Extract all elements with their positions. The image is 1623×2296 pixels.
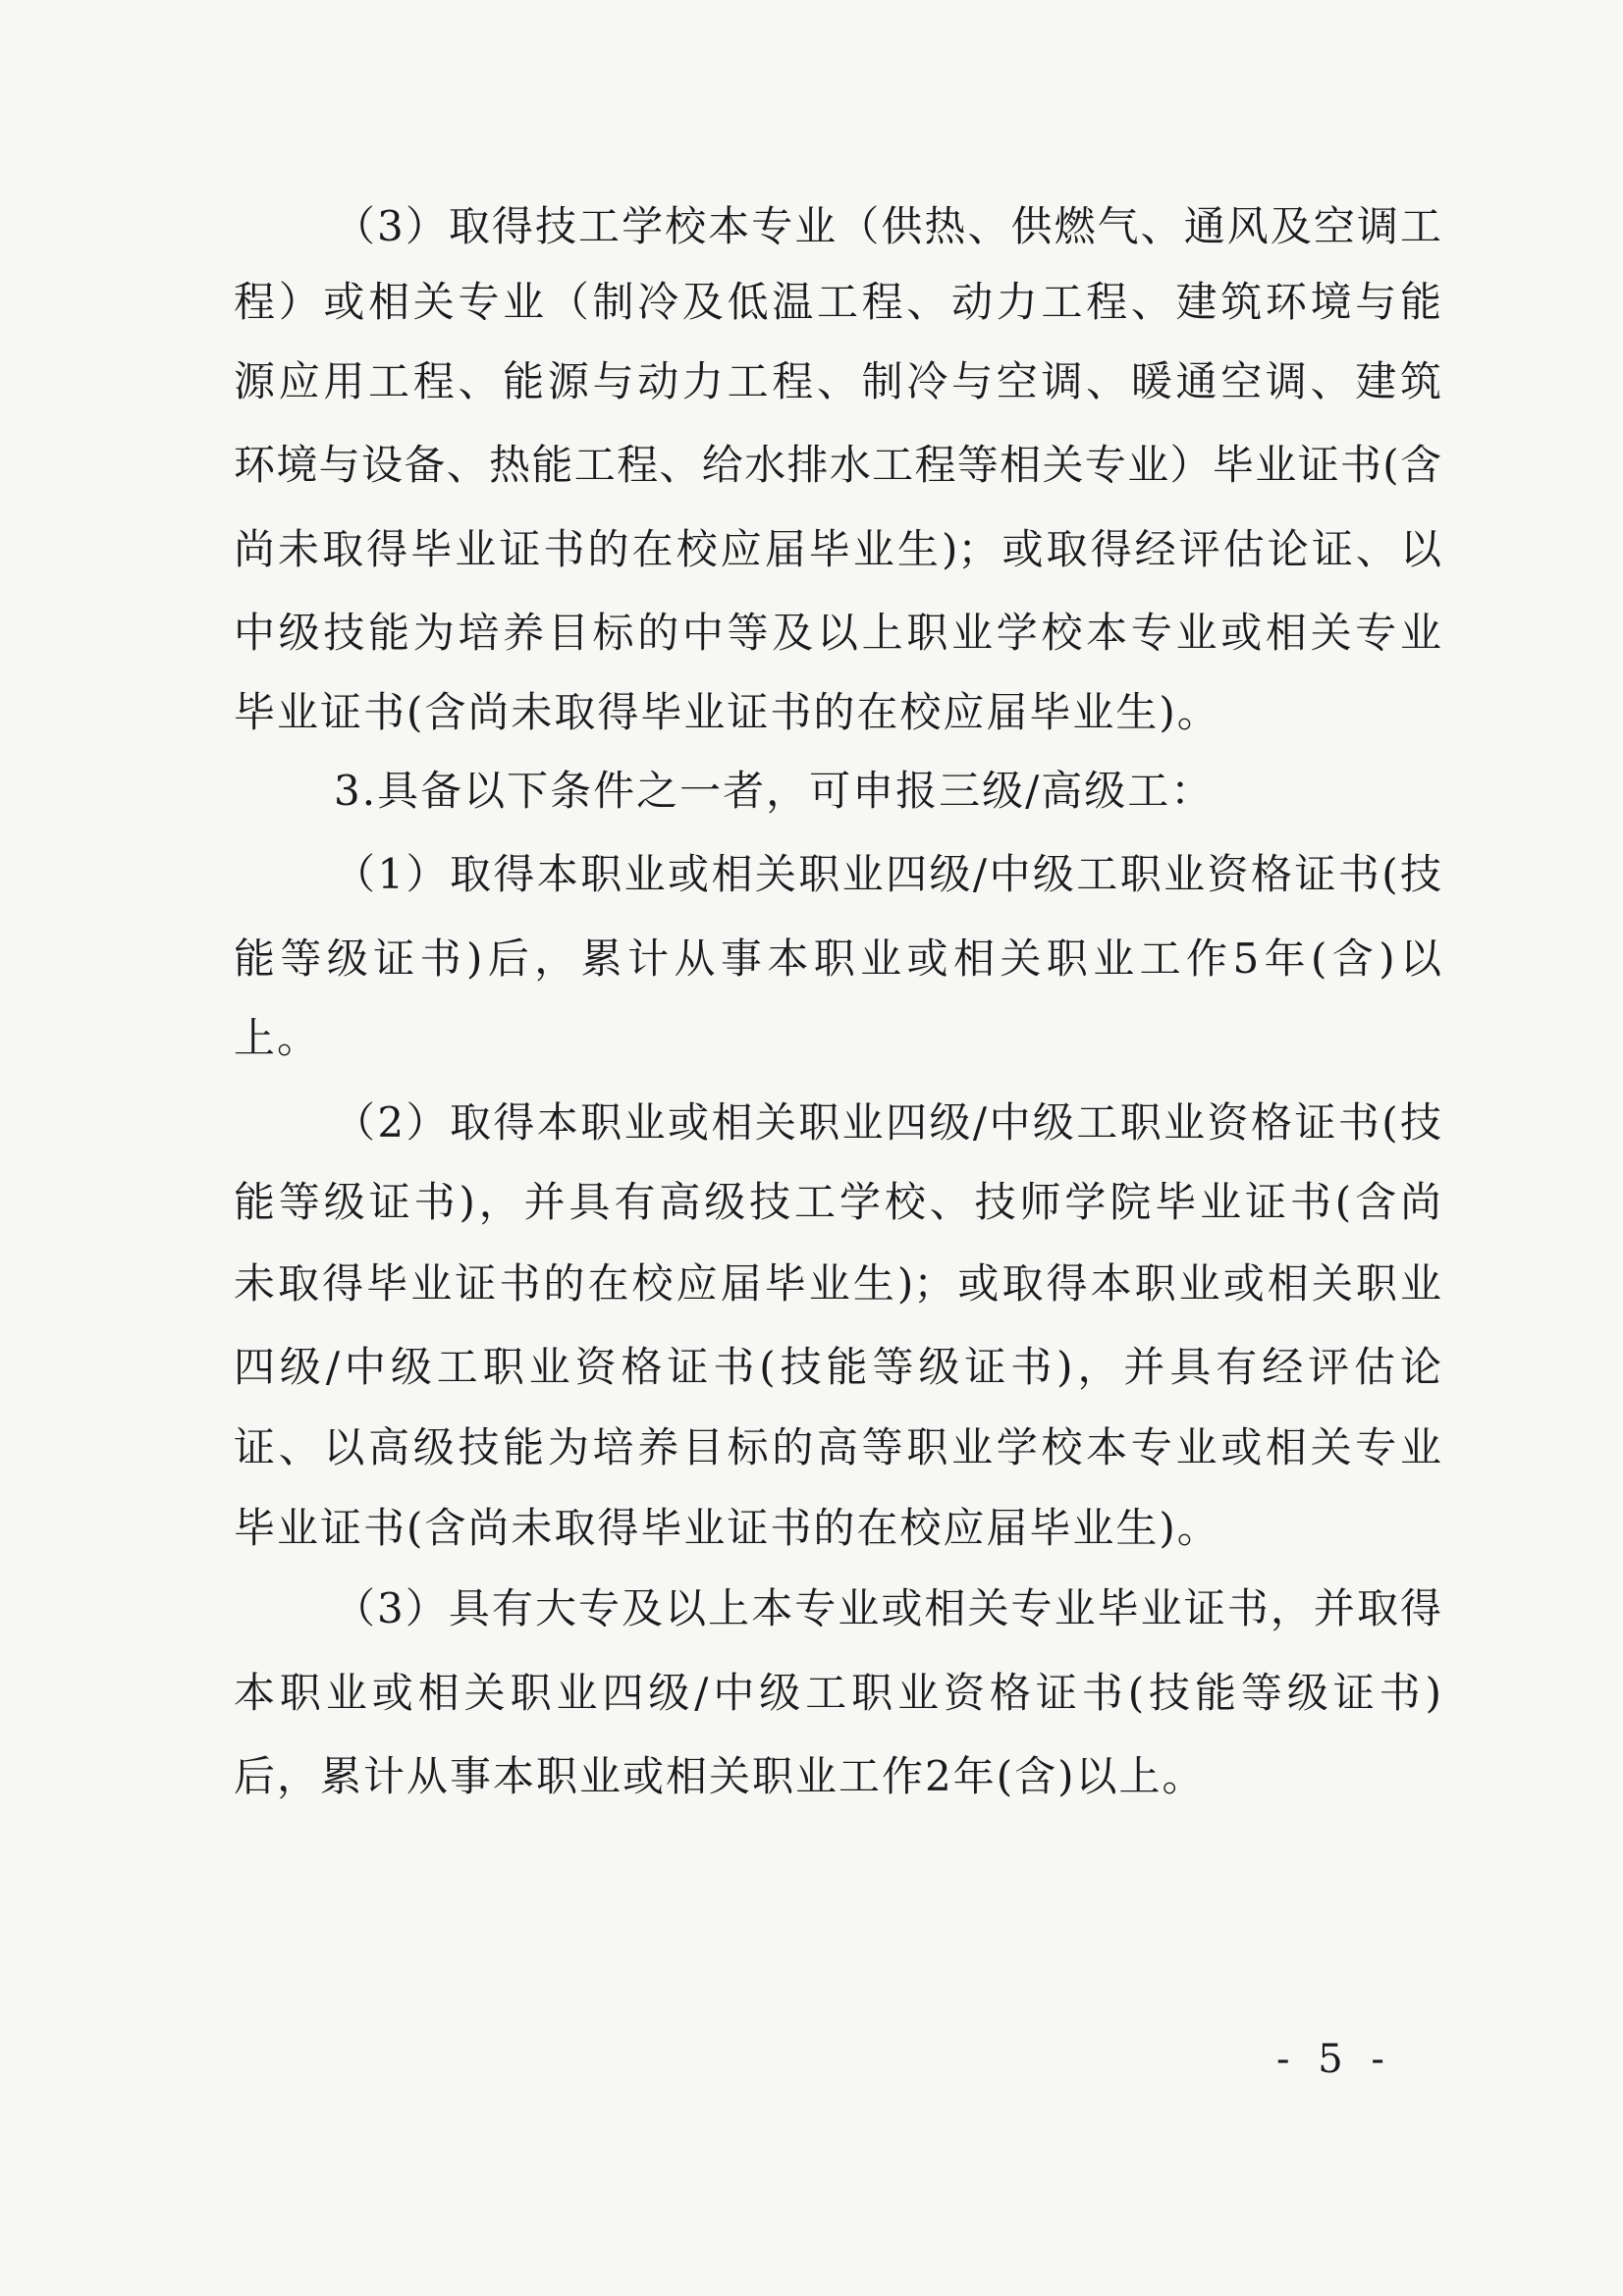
text-line: 毕业证书(含尚未取得毕业证书的在校应届毕业生)。	[234, 1504, 1220, 1552]
text-line: 程）或相关专业（制冷及低温工程、动力工程、建筑环境与能	[234, 278, 1441, 326]
text-line: 本职业或相关职业四级/中级工职业资格证书(技能等级证书)	[234, 1669, 1441, 1717]
text-line: 后，累计从事本职业或相关职业工作2年(含)以上。	[234, 1752, 1206, 1800]
text-line: 3.具备以下条件之一者，可申报三级/高级工：	[334, 767, 1215, 815]
text-line: （2）取得本职业或相关职业四级/中级工职业资格证书(技	[334, 1098, 1441, 1147]
text-line: （1）取得本职业或相关职业四级/中级工职业资格证书(技	[334, 850, 1441, 898]
text-line: （3）取得技工学校本专业（供热、供燃气、通风及空调工	[334, 202, 1441, 250]
text-line: 上。	[234, 1014, 321, 1062]
page-number: - 5 -	[1276, 2037, 1392, 2082]
text-line: 能等级证书)后，累计从事本职业或相关职业工作5年(含)以	[234, 934, 1441, 983]
text-line: 源应用工程、能源与动力工程、制冷与空调、暖通空调、建筑	[234, 357, 1441, 405]
text-line: 能等级证书)，并具有高级技工学校、技师学院毕业证书(含尚	[234, 1178, 1441, 1226]
text-line: 中级技能为培养目标的中等及以上职业学校本专业或相关专业	[234, 609, 1441, 657]
text-line: 毕业证书(含尚未取得毕业证书的在校应届毕业生)。	[234, 688, 1220, 736]
text-line: （3）具有大专及以上本专业或相关专业毕业证书，并取得	[334, 1584, 1441, 1632]
text-line: 环境与设备、热能工程、给水排水工程等相关专业）毕业证书(含	[234, 441, 1441, 489]
text-line: 证、以高级技能为培养目标的高等职业学校本专业或相关专业	[234, 1423, 1441, 1471]
text-line: 未取得毕业证书的在校应届毕业生)；或取得本职业或相关职业	[234, 1259, 1441, 1308]
text-line: 四级/中级工职业资格证书(技能等级证书)，并具有经评估论	[234, 1343, 1441, 1391]
text-line: 尚未取得毕业证书的在校应届毕业生)；或取得经评估论证、以	[234, 525, 1441, 573]
